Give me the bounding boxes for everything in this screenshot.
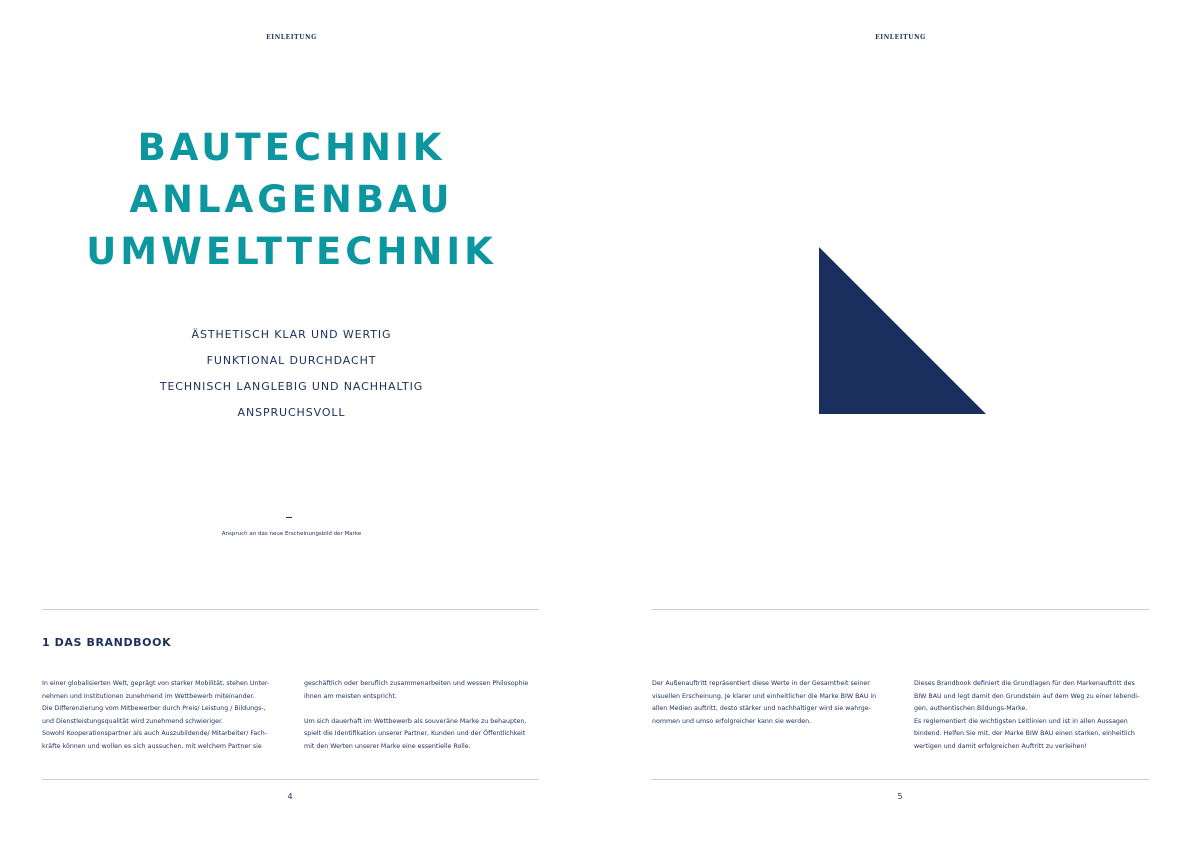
text-column-2 [914,678,1148,754]
text-line: In einer globalisierten Welt, geprägt von starker Mobilität, stehen Unter- [42,680,270,687]
claims-list [0,322,583,426]
divider-top [42,609,539,610]
text-column-2 [304,678,538,754]
running-head: EINLEITUNG [875,34,926,41]
text-line: nehmen und Institutionen zunehmend im Wettbewerb miteinander. [42,692,255,700]
text-line: ihnen am meisten entspricht. [304,692,397,700]
text-line: Um sich dauerhaft im Wettbewerb als souveräne Marke zu behaupten, [304,717,527,725]
text-line: gen, authentischen Bildungs-Marke. [914,705,1028,713]
text-line: und Dienstleistungsqualität wird zunehmend schwieriger. [42,717,223,725]
hero-line: ANLAGENBAU [129,178,454,221]
text-line: Die Differenzierung vom Mitbewerber durch Preis/ Leistung / Bildungs-, [42,705,266,713]
page-number: 5 [897,792,903,801]
text-line: nommen und umso erfolgreicher kann sie werden. [652,717,812,725]
hero-line: UMWELTTECHNIK [86,230,497,273]
text-column-1 [652,678,886,728]
divider-bottom [652,779,1149,780]
hero-line: BAUTECHNIK [137,126,446,169]
text-line: allen Medien auftritt, desto stärker und nachhaltiger wird sie wahrge- [652,705,871,713]
text-line: spielt die Identifikation unserer Partner, Kunden und der Öffentlichkeit [304,730,526,738]
text-column-1 [42,678,276,754]
text-line: BIW BAU und legt damit den Grundstein auf dem Weg zu einer lebendi- [914,692,1140,700]
claim-line: TECHNISCH LANGLEBIG UND NACHHALTIG [159,380,424,393]
text-line: Dieses Brandbook definiert die Grundlagen für den Markenauftritt des [914,680,1135,687]
text-line: Es reglementiert die wichtigsten Leitlinien und ist in allen Aussagen [914,717,1128,725]
left-page [0,0,595,842]
running-head: EINLEITUNG [266,34,317,41]
text-line: Der Außenauftritt repräsentiert diese Werte in der Gesamtheit seiner [652,680,870,687]
section-title: 1 DAS BRANDBOOK [42,636,172,649]
page-number: 4 [287,792,293,801]
text-line: mit den Werten unserer Marke eine essentielle Rolle. [304,742,471,750]
claim-line: ANSPRUCHSVOLL [237,406,346,419]
right-page [596,0,1191,842]
claim-line: FUNKTIONAL DURCHDACHT [206,354,377,367]
text-line: visuellen Erscheinung. Je klarer und einheitlicher die Marke BIW BAU in [652,692,877,700]
caption-dash [286,517,292,518]
caption: Anspruch an das neue Erscheinungsbild der Marke [221,531,362,537]
text-line: geschäftlich oder beruflich zusammenarbeiten und wessen Philosophie [304,680,529,687]
text-line: bindend. Helfen Sie mit, der Marke BIW BAU einen starken, einheitlich [914,730,1135,738]
claim-line: ÄSTHETISCH KLAR UND WERTIG [191,328,392,341]
text-line: wertigen und damit erfolgreichen Auftritt zu verleihen! [914,742,1087,750]
divider-bottom [42,779,539,780]
text-line: kräfte können und wollen es sich aussuchen, mit welchem Partner sie [42,742,262,750]
divider-top [652,609,1149,610]
triangle-graphic [819,247,987,415]
hero-title [0,122,583,278]
text-line: Sowohl Kooperationspartner als auch Auszubildende/ Mitarbeiter/ Fach- [42,730,267,738]
